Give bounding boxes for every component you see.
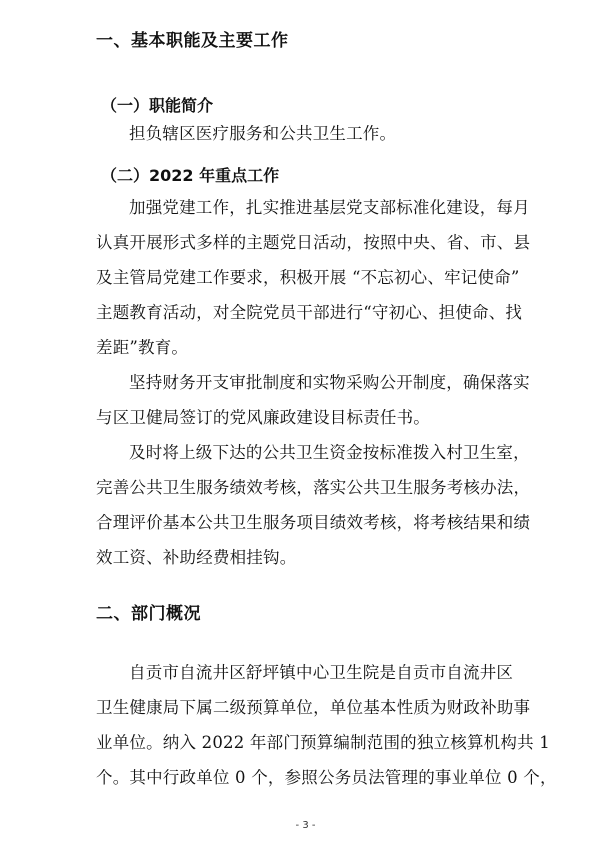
paragraph-line: 卫生健康局下属二级预算单位，单位基本性质为财政补助事 (96, 698, 531, 717)
page-number: - 3 - (295, 820, 316, 831)
paragraph-line: 差距”教育。 (96, 338, 189, 357)
paragraph-line: 效工资、补助经费相挂钩。 (96, 548, 297, 567)
paragraph-line: 及时将上级下达的公共卫生资金按标准拨入村卫生室， (129, 443, 530, 462)
subsection-1-text: 担负辖区医疗服务和公共卫生工作。 (129, 124, 397, 143)
subsection-1-heading: （一）职能简介 (101, 96, 214, 115)
paragraph-line: 认真开展形式多样的主题党日活动，按照中央、省、市、县 (96, 233, 531, 252)
paragraph-line: 主题教育活动，对全院党员干部进行“守初心、担使命、找 (96, 303, 523, 322)
paragraph-line: 业单位。纳入 2022 年部门预算编制范围的独立核算机构共 1 (96, 733, 550, 752)
paragraph-line: 加强党建工作，扎实推进基层党支部标准化建设，每月 (129, 198, 530, 217)
section-1-heading: 一、基本职能及主要工作 (96, 31, 289, 51)
section-2-heading: 二、部门概况 (96, 604, 201, 624)
paragraph-line: 个。其中行政单位 0 个，参照公务员法管理的事业单位 0 个， (96, 768, 557, 787)
paragraph-line: 自贡市自流井区舒坪镇中心卫生院是自贡市自流井区 (129, 663, 514, 682)
subsection-2-heading: （二）2022 年重点工作 (101, 166, 280, 185)
paragraph-line: 完善公共卫生服务绩效考核，落实公共卫生服务考核办法， (96, 478, 531, 497)
paragraph-line: 及主管局党建工作要求，积极开展 “不忘初心、牢记使命” (96, 268, 520, 287)
paragraph-line: 与区卫健局签订的党风廉政建设目标责任书。 (96, 408, 430, 427)
paragraph-line: 合理评价基本公共卫生服务项目绩效考核，将考核结果和绩 (96, 513, 531, 532)
paragraph-line: 坚持财务开支审批制度和实物采购公开制度，确保落实 (129, 373, 530, 392)
